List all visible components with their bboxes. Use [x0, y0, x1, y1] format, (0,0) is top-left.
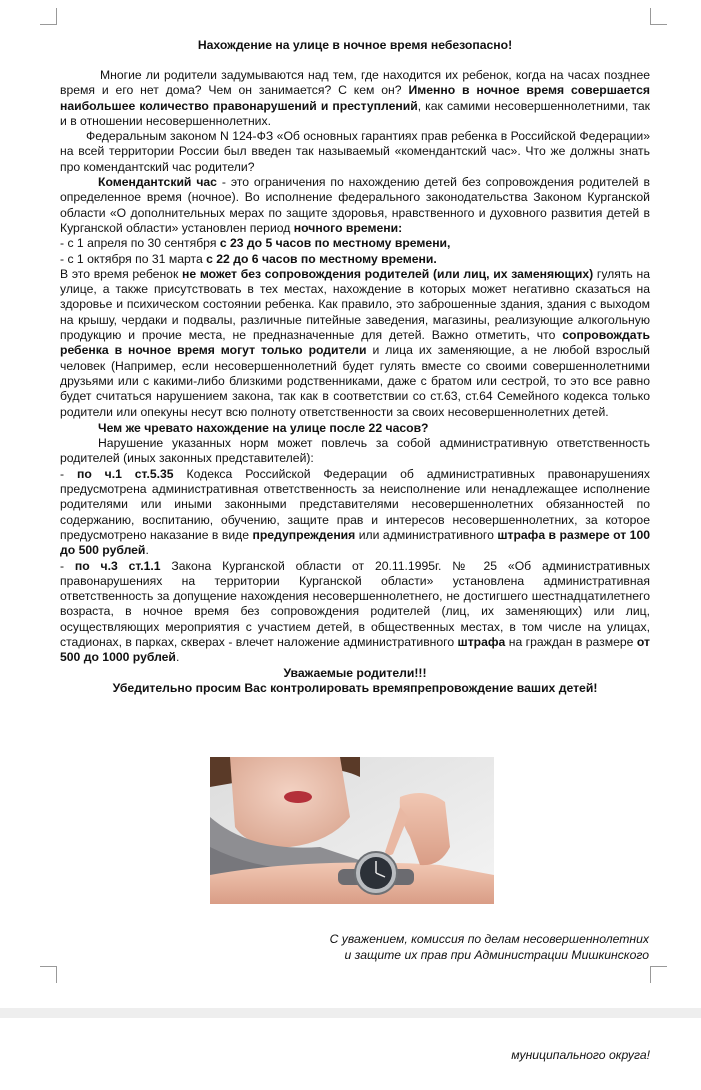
document-title: Нахождение на улице в ночное время небезопасно! — [197, 38, 513, 52]
text-run: - с 1 апреля по 30 сентября — [60, 236, 220, 251]
bold-run: по ч.3 ст.1.1 — [74, 558, 161, 573]
paragraph-law: Федеральным законом N 124-ФЗ «Об основных гарантиях прав ребенка в Российской Федерации» на всей территории России был введен так называемый «комендантский час». Что же должны знать про комендантский час родители? — [60, 129, 650, 174]
text-run: , как самими несовершеннолетними, так и в отношении несовершеннолетних. — [60, 98, 651, 128]
page-separator — [0, 1008, 701, 1018]
bold-run: от 500 до 1000 рублей — [60, 634, 650, 665]
document-body — [60, 68, 650, 696]
bold-run: по ч.1 ст.5.35 — [76, 466, 174, 481]
crop-mark-bottom-left — [40, 966, 57, 983]
text-run: или административного — [355, 527, 498, 542]
text-run: . — [175, 650, 180, 665]
text-run: - — [60, 558, 75, 573]
wristwatch-photo — [210, 757, 494, 904]
bold-run: с 22 до 6 часов по местному времени. — [206, 251, 437, 266]
period-summer — [60, 236, 650, 251]
bold-run: Именно в ночное время совершается наибольшее количество правонарушений и преступлений — [60, 83, 650, 113]
text-run: - — [60, 466, 77, 481]
paragraph-curfew-definition — [60, 175, 650, 236]
text-run: В это время ребенок — [60, 266, 182, 281]
signature-line-1: С уважением, комиссия по делам несовершеннолетних — [329, 932, 649, 946]
crop-mark-top-left — [40, 8, 57, 25]
wristwatch-photo-illustration — [210, 757, 494, 904]
signature-block — [229, 932, 649, 963]
crop-mark-bottom-right — [650, 966, 667, 983]
text-run: Кодекса Российской Федерации об административных правонарушениях предусмотрена административная ответственность за неисполнение или ненадлежащее исполнение родителями или иными законными представителями несовершеннолетних обязанностей по содержанию, воспитанию, обучению, защите прав и интересов несовершеннолетних, за которое предусмотрено наказание в виде — [60, 466, 650, 542]
paragraph-liability: Нарушение указанных норм может повлечь за собой административную ответственность родителей (иных законных представителей): — [60, 436, 650, 466]
text-run: - с 1 октября по 31 марта — [60, 251, 207, 266]
bold-run: не может без сопровождения родителей (или лиц, их заменяющих) — [181, 266, 594, 281]
text-run: гулять на улице, а также присутствовать в тех местах, нахождение в которых может негативно сказаться на здоровье и психическом состоянии ребенка. Как правило, это заброшенные здания, здания с выходом на крышу, чердаки и подвалы, различные питейные заведения, магазины, реализующие алкогольную продукцию и прочие места, не предназначенные для детей. Важно отметить, что — [60, 266, 650, 343]
text-run: Закона Курганской области от 20.11.1995г. № 25 «Об административных правонарушениях на территории Курганской области» установлена административная ответственность за допущение нахождения несовершеннолетнего, не достигшего шестнадцатилетнего возраста, в ночное время без сопровождения родителей (лиц, их заменяющих) или лиц, осуществляющих мероприятия с участием детей, в общественных местах, в том числе на улицах, стадионах, в парках, скверах - влечет наложение административного — [60, 558, 651, 649]
text-run: . — [145, 543, 149, 558]
bold-run: штрафа — [457, 634, 506, 649]
appeal-heading: Уважаемые родители!!! — [283, 665, 427, 680]
bold-run: ночного времени: — [293, 220, 403, 235]
paragraph-regional-penalty — [60, 559, 650, 666]
signature-line-2: и защите их прав при Администрации Мишкинского — [344, 947, 649, 962]
text-run: Многие ли родители задумываются над тем, где находится их ребенок, когда на часах позднее время и его нет дома? Чем он занимается? С кем он? — [60, 68, 650, 98]
bold-run: предупреждения — [252, 527, 356, 542]
signature-continuation: муниципального округа! — [511, 1048, 650, 1062]
paragraph-intro — [60, 68, 650, 129]
text-run: и лица их заменяющие, а не любой взрослый человек (Например, если несовершеннолетний будет гулять вместе со своими совершеннолетними друзьями или с какими-либо близкими родственниками, даже с братом или сестрой, то это все равно будет считаться нарушением закона, так как в соответствии со ст.63, ст.64 Семейного кодекса только родители или опекуны несут всю полноту ответственности за своих несовершеннолетних детей. — [60, 343, 650, 419]
appeal-text: Убедительно просим Вас контролировать времяпрепровождение ваших детей! — [112, 680, 598, 695]
crop-mark-top-right — [650, 8, 667, 25]
period-winter — [60, 252, 650, 267]
bold-run: с 23 до 5 часов по местному времени, — [219, 236, 451, 251]
paragraph-federal-penalty — [60, 467, 650, 559]
text-run: на граждан в размере — [505, 634, 637, 649]
bold-run: штрафа в размере от 100 до 500 рублей — [60, 527, 651, 558]
text-run: - это ограничения по нахождению детей без сопровождения родителей в определенное время (ночное). Во исполнение федерального законодательства Законом Курганской области «О дополнительных мерах по защите здоровья, нравственного и духовного развития детей в Курганской области» установлен период — [60, 175, 650, 235]
paragraph-restrictions — [60, 267, 650, 420]
question-heading: Чем же чревато нахождение на улице после 22 часов? — [98, 420, 429, 435]
bold-run: Комендантский час — [98, 175, 217, 190]
bold-run: сопровождать ребенка в ночное время могут только родители — [60, 328, 650, 358]
